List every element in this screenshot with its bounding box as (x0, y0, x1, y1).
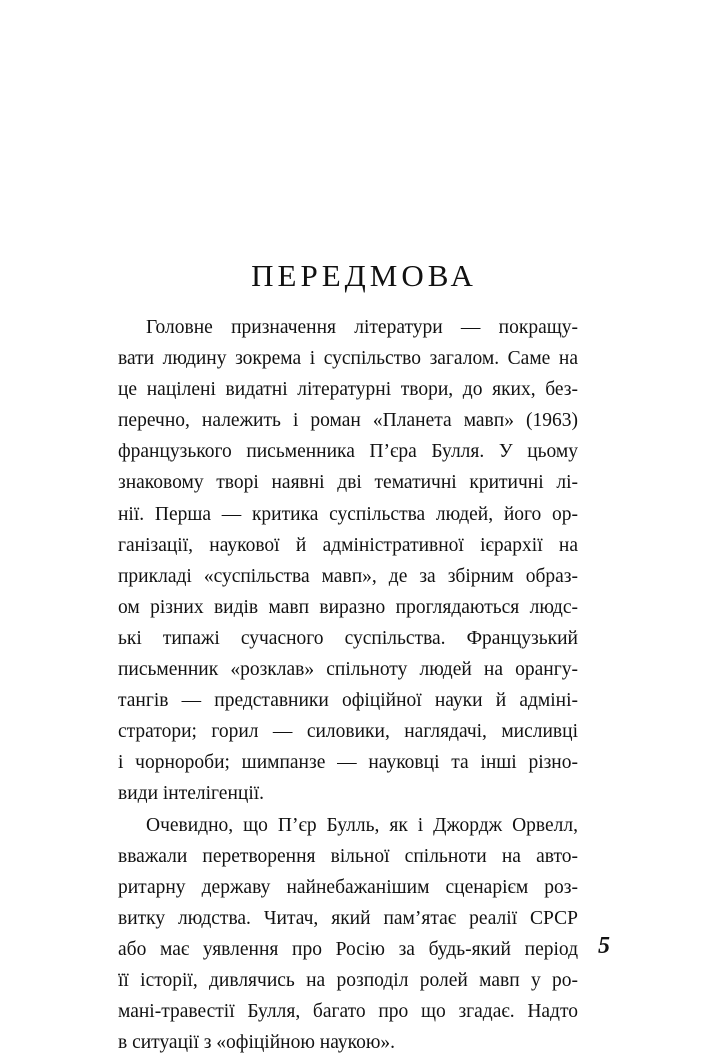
text-line: в ситуації з «офіційною наукою». (118, 1027, 578, 1058)
text-line: стратори; горил — силовики, наглядачі, мисливці (118, 716, 578, 747)
page-title: ПЕРЕДМОВА (0, 258, 728, 294)
text-line: Очевидно, що П’єр Булль, як і Джордж Орвелл, (118, 810, 578, 841)
text-line: або має уявлення про Росію за будь-який період (118, 934, 578, 965)
text-line: і чорнороби; шимпанзе — науковці та інші різно- (118, 747, 578, 778)
text-line: перечно, належить і роман «Планета мавп» (1963) (118, 405, 578, 436)
text-line: ритарну державу найнебажанішим сценарієм роз- (118, 872, 578, 903)
text-line: французького письменника П’єра Булля. У цьому (118, 436, 578, 467)
text-line: ькі типажі сучасного суспільства. Французький (118, 623, 578, 654)
text-line: ом різних видів мавп виразно проглядаються людс- (118, 592, 578, 623)
text-line: види інтелігенції. (118, 778, 578, 809)
text-line: Головне призначення літератури — покращу- (118, 312, 578, 343)
text-line: витку людства. Читач, який пам’ятає реалії СРСР (118, 903, 578, 934)
text-line: її історії, дивлячись на розподіл ролей мавп у ро- (118, 965, 578, 996)
text-line: письменник «розклав» спільноту людей на орангу- (118, 654, 578, 685)
text-line: це націлені видатні літературні твори, до яких, без- (118, 374, 578, 405)
text-line: нії. Перша — критика суспільства людей, його ор- (118, 499, 578, 530)
paragraph (118, 312, 578, 810)
paragraph (118, 810, 578, 1058)
text-line: вати людину зокрема і суспільство загалом. Саме на (118, 343, 578, 374)
text-line: прикладі «суспільства мавп», де за збірним образ- (118, 561, 578, 592)
text-line: тангів — представники офіційної науки й адміні- (118, 685, 578, 716)
text-line: мані-травестії Булля, багато про що згадає. Надто (118, 996, 578, 1027)
text-line: ганізації, наукової й адміністративної ієрархії на (118, 530, 578, 561)
text-line: вважали перетворення вільної спільноти на авто- (118, 841, 578, 872)
preface-body (118, 312, 578, 1058)
text-line: знаковому творі наявні дві тематичні критичні лі- (118, 467, 578, 498)
page-number: 5 (598, 932, 610, 960)
